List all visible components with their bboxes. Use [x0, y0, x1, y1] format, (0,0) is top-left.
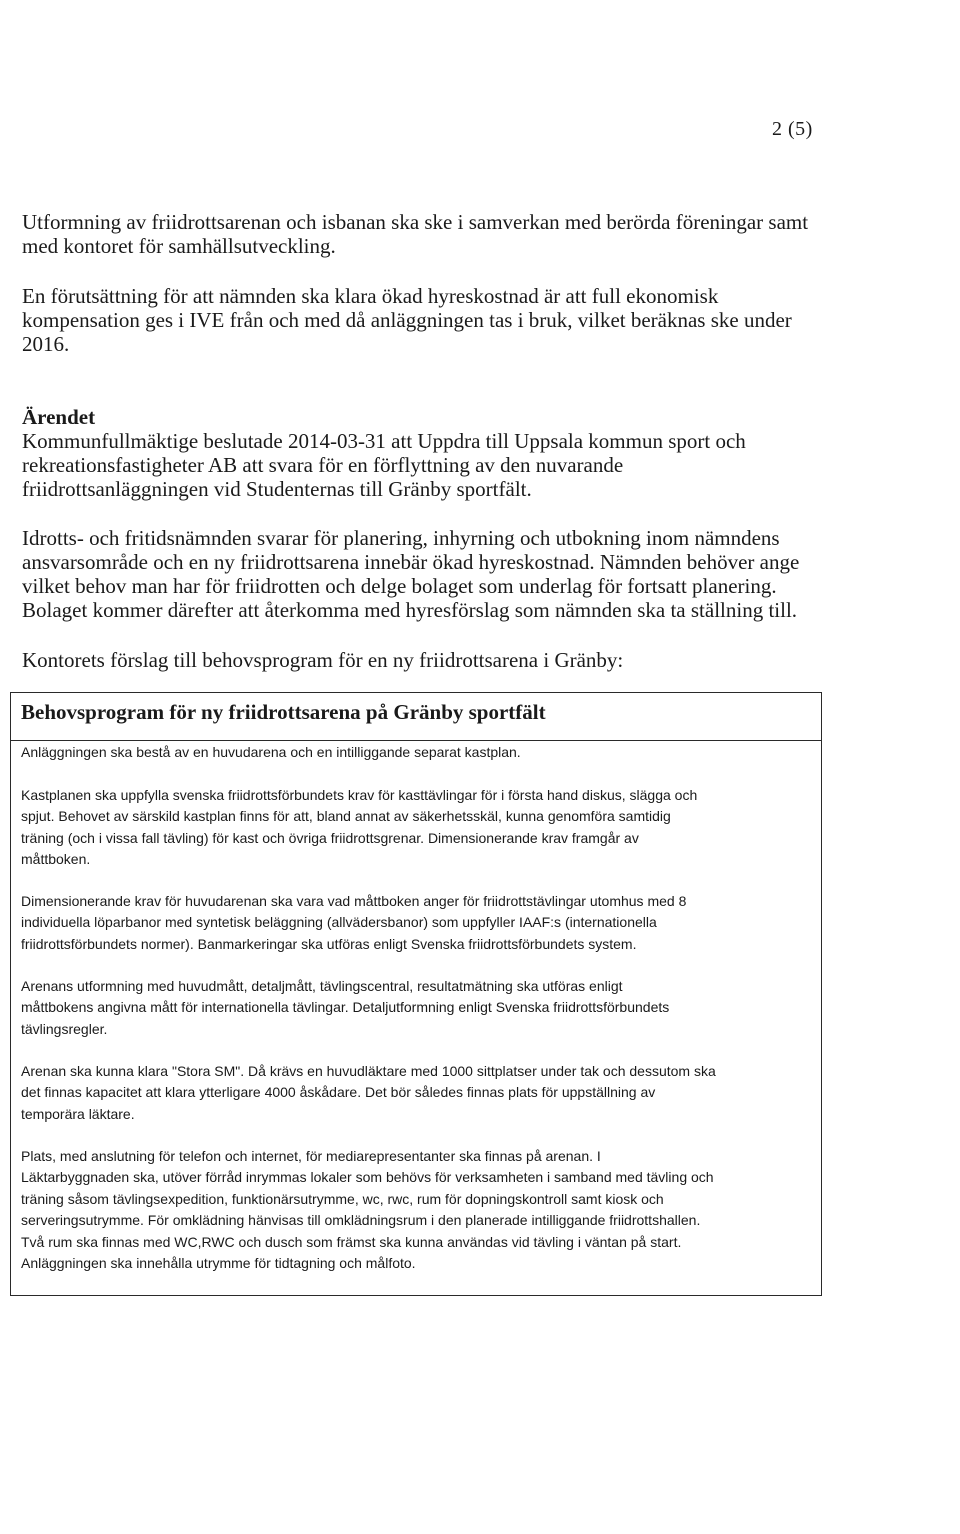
behovsprogram-title-row: [11, 693, 821, 741]
section-heading-arendet: Ärendet: [22, 405, 96, 429]
behovsprogram-paragraph: Arenans utformning med huvudmått, detaljmått, tävlingscentral, resultatmätning ska utföras enligt måttbokens angivna mått för internationella tävlingar. Detaljutformning enligt Svenska friidrottsförbundets tävlingsregler.: [21, 978, 670, 1037]
behovsprogram-title: Behovsprogram för ny friidrottsarena på Gränby sportfält: [21, 700, 546, 724]
behovsprogram-box: [10, 692, 822, 1296]
behovsprogram-paragraph: Dimensionerande krav för huvudarenan ska vara vad måttboken anger för friidrottstävlingar utomhus med 8 individuella löparbanor med syntetisk beläggning (allvädersbanor) som uppfyller IAAF:s (internationella friidrottsförbundets normer). Banmarkeringar ska utföras enligt Svenska friidrottsförbundets system.: [21, 893, 687, 952]
intro-paragraph-2: En förutsättning för att nämnden ska klara ökad hyreskostnad är att full ekonomisk kompensation ges i IVE från och med då anläggningen tas i bruk, vilket beräknas ske under 2016.: [22, 284, 792, 356]
intro-paragraph-1: Utformning av friidrottsarenan och isbanan ska ske i samverkan med berörda föreningar samt med kontoret för samhällsutveckling.: [22, 210, 809, 258]
arendet-paragraph-2: Idrotts- och fritidsnämnden svarar för planering, inhyrning och utbokning inom nämndens ansvarsområde och en ny friidrottsarena innebär ökad hyreskostnad. Nämnden behöver ange vilket behov man har för friidrotten och delge bolaget som underlag för fortsatt planering. Bolaget kommer därefter att återkomma med hyresförslag som nämnden ska ta ställning till.: [22, 526, 800, 622]
behovsprogram-paragraph: Plats, med anslutning för telefon och internet, för mediarepresentanter ska finnas på arenan. I Läktarbyggnaden ska, utöver förråd inrymmas lokaler som behövs för verksamheten i samband med tävling och träning såsom tävlingsexpedition, funktionärsutrymme, wc, rwc, rum för dopningskontroll samt kiosk och serveringsutrymme. För omklädning hänvisas till omklädningsrum i den planerade intilliggande friidrottshallen. Två rum ska finnas med WC,RWC och dusch som främst ska kunna användas vid tävling i väntan på start. Anläggningen ska innehålla utrymme för tidtagning och målfoto.: [21, 1148, 714, 1272]
behovsprogram-paragraph: Kastplanen ska uppfylla svenska friidrottsförbundets krav för kasttävlingar för i första hand diskus, slägga och spjut. Behovet av särskild kastplan finns för att, bland annat av säkerhetsskäl, kunna genomföra samtidig träning (och i vissa fall tävling) för kast och övriga friidrottsgrenar. Dimensionerande krav framgår av måttboken.: [21, 787, 698, 868]
behovsprogram-paragraph: Anläggningen ska bestå av en huvudarena och en intilliggande separat kastplan.: [21, 744, 521, 760]
page-number: 2 (5): [772, 118, 813, 140]
arendet-paragraph-3: Kontorets förslag till behovsprogram för en ny friidrottsarena i Gränby:: [22, 648, 624, 672]
behovsprogram-paragraph: Arenan ska kunna klara "Stora SM". Då krävs en huvudläktare med 1000 sittplatser under tak och dessutom ska det finnas kapacitet att klara ytterligare 4000 åskådare. Det bör således finnas plats för uppställning av temporära läktare.: [21, 1063, 716, 1122]
arendet-paragraph-1: Kommunfullmäktige beslutade 2014-03-31 att Uppdra till Uppsala kommun sport och rekreationsfastigheter AB att svara för en förflyttning av den nuvarande friidrottsanläggningen vid Studenternas till Gränby sportfält.: [22, 429, 746, 501]
